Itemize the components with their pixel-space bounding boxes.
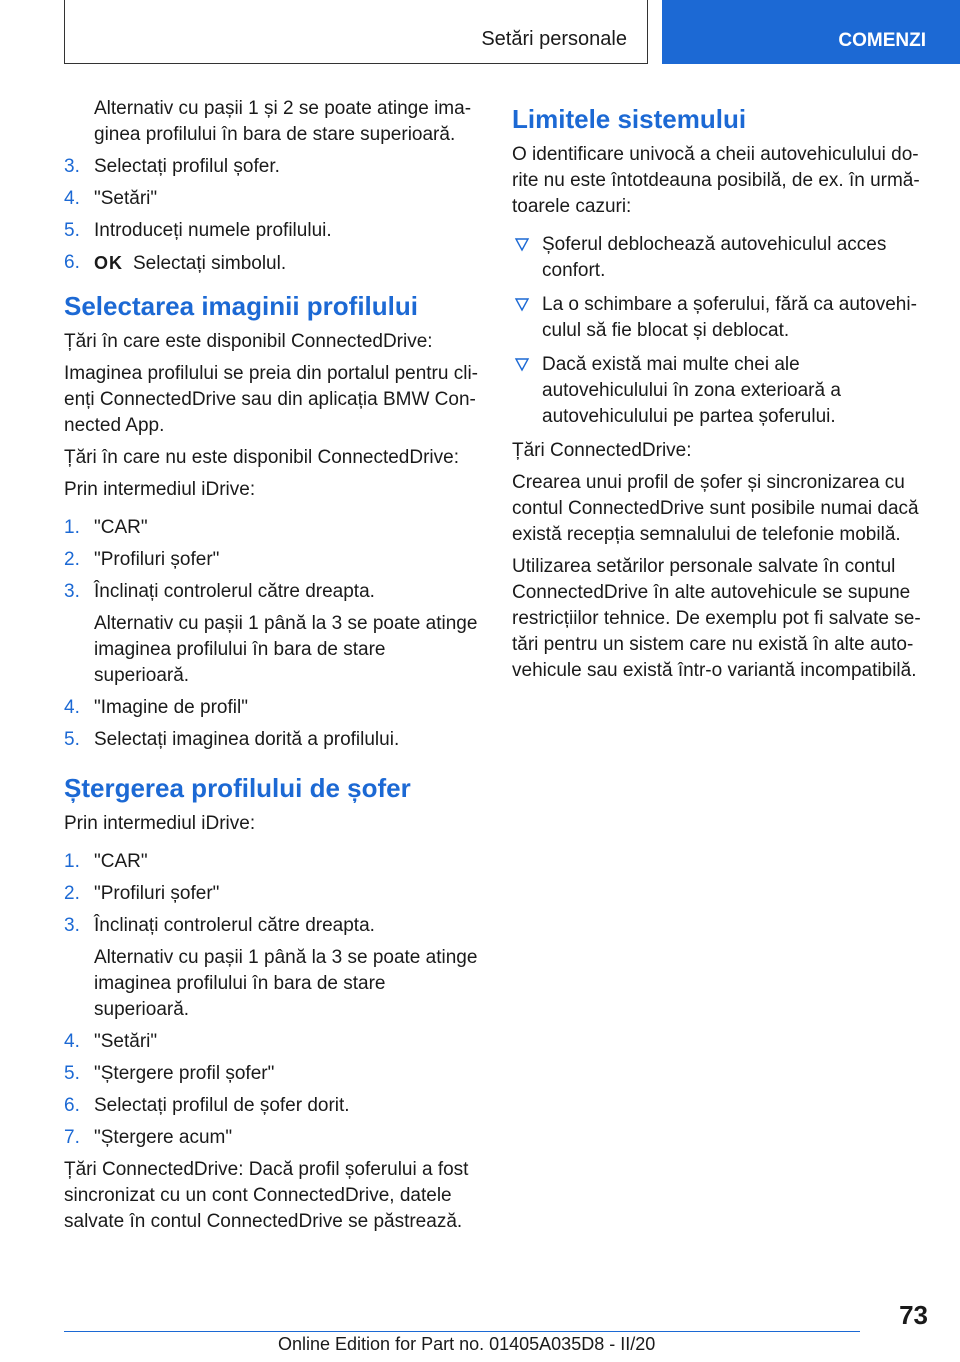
section-title-delete-profile: Ștergerea profilului de șofer bbox=[64, 773, 411, 803]
step-item bbox=[64, 579, 478, 605]
step-text: Înclinați controlerul către dreapta. bbox=[94, 915, 375, 936]
paragraph: Țări ConnectedDrive: Dacă profil șoferului a fost sincronizat cu un cont ConnectedDrive, datele salvate în contul ConnectedDrive se păstrează. bbox=[64, 1159, 469, 1232]
paragraph: Prin intermediul iDrive: bbox=[64, 479, 256, 500]
footer-divider bbox=[64, 1331, 860, 1332]
paragraph: O identificare univocă a cheii autovehiculului do‐rite nu este întotdeauna posibilă, de ex. în urmă‐toarele cazuri: bbox=[512, 144, 920, 217]
right-column bbox=[512, 96, 930, 690]
step-text: "Setări" bbox=[94, 1031, 158, 1052]
step-number: 3. bbox=[64, 915, 80, 936]
step-text: Înclinați controlerul către dreapta. bbox=[94, 581, 375, 602]
step-item bbox=[64, 1093, 478, 1119]
step-number: 1. bbox=[64, 851, 80, 872]
step-item bbox=[64, 547, 478, 573]
paragraph: Țări în care nu este disponibil ConnectedDrive: bbox=[64, 447, 459, 468]
section-title-system-limits: Limitele sistemului bbox=[512, 104, 747, 134]
step-text: "Profiluri șofer" bbox=[94, 883, 220, 904]
bullet-item bbox=[512, 232, 930, 284]
step-number: 5. bbox=[64, 220, 80, 241]
step-text: "Imagine de profil" bbox=[94, 697, 248, 718]
step-text: "Ștergere profil șofer" bbox=[94, 1063, 275, 1084]
step-number: 6. bbox=[64, 252, 80, 273]
step-note: Alternativ cu pașii 1 până la 3 se poate atinge imaginea profilului în bara de stare superioară. bbox=[94, 613, 478, 686]
paragraph: Prin intermediul iDrive: bbox=[64, 813, 256, 834]
step-number: 3. bbox=[64, 156, 80, 177]
step-item bbox=[64, 913, 478, 939]
step-text: "CAR" bbox=[94, 517, 148, 538]
step-text: Selectați profilul șofer. bbox=[94, 156, 280, 177]
left-column bbox=[64, 96, 478, 1241]
triangle-bullet-icon bbox=[514, 236, 530, 252]
header-section-title: Setări personale bbox=[481, 28, 627, 50]
step-text: Selectați simbolul. bbox=[133, 253, 287, 274]
step-number: 5. bbox=[64, 1063, 80, 1084]
step-text: "Profiluri șofer" bbox=[94, 549, 220, 570]
step-item bbox=[64, 881, 478, 907]
step-text: Selectați imaginea dorită a profilului. bbox=[94, 729, 400, 750]
paragraph: Țări ConnectedDrive: bbox=[512, 440, 692, 461]
header-chapter-tab bbox=[662, 0, 960, 64]
triangle-bullet-icon bbox=[514, 296, 530, 312]
step-text: Selectați profilul de șofer dorit. bbox=[94, 1095, 350, 1116]
step-text: "Setări" bbox=[94, 188, 158, 209]
step-number: 4. bbox=[64, 188, 80, 209]
triangle-bullet-icon bbox=[514, 356, 530, 372]
step-item bbox=[64, 1125, 478, 1151]
bullet-item bbox=[512, 292, 930, 344]
paragraph: Țări în care este disponibil ConnectedDrive: bbox=[64, 331, 433, 352]
step-number: 1. bbox=[64, 517, 80, 538]
step-item bbox=[64, 154, 478, 180]
step-number: 2. bbox=[64, 549, 80, 570]
step-number: 4. bbox=[64, 1031, 80, 1052]
bullet-text: Dacă există mai multe chei ale autovehiculului în zona exterioară a autovehiculului pe partea șoferului. bbox=[542, 354, 841, 427]
step-item bbox=[64, 849, 478, 875]
footer-edition: Online Edition for Part no. 01405A035D8 - II/20 bbox=[278, 1334, 656, 1354]
step-item bbox=[64, 515, 478, 541]
paragraph: Crearea unui profil de șofer și sincronizarea cu contul ConnectedDrive sunt posibile numai dacă există recepția semnalului de telefonie mobilă. bbox=[512, 472, 919, 545]
intro-continuation: Alternativ cu pașii 1 și 2 se poate atinge ima‐ginea profilului în bara de stare superioară. bbox=[94, 98, 472, 145]
step-item bbox=[64, 1061, 478, 1087]
bullet-item bbox=[512, 352, 930, 430]
header-section-box bbox=[64, 0, 648, 64]
step-number: 2. bbox=[64, 883, 80, 904]
step-number: 7. bbox=[64, 1127, 80, 1148]
step-item bbox=[64, 1029, 478, 1055]
step-number: 6. bbox=[64, 1095, 80, 1116]
step-number: 5. bbox=[64, 729, 80, 750]
paragraph: Imaginea profilului se preia din portalul pentru cli‐enți ConnectedDrive sau din aplicația BMW Con‐nected App. bbox=[64, 363, 479, 436]
paragraph: Utilizarea setărilor personale salvate în contul ConnectedDrive în alte autovehicule se supune restricțiilor tehnice. De exemplu pot fi salvate se‐tări pentru un sistem care nu există în alte auto‐vehicule sau există într-o variantă incompatibilă. bbox=[512, 556, 921, 681]
step-item bbox=[64, 218, 478, 244]
step-number: 3. bbox=[64, 581, 80, 602]
step-item bbox=[64, 250, 478, 277]
step-note: Alternativ cu pașii 1 până la 3 se poate atinge imaginea profilului în bara de stare superioară. bbox=[94, 947, 478, 1020]
step-number: 4. bbox=[64, 697, 80, 718]
page-number: 73 bbox=[899, 1300, 928, 1330]
step-text: Introduceți numele profilului. bbox=[94, 220, 332, 241]
header-chapter-title: COMENZI bbox=[838, 30, 926, 51]
section-title-profile-image: Selectarea imaginii profilului bbox=[64, 291, 418, 321]
step-item bbox=[64, 186, 478, 212]
step-item bbox=[64, 695, 478, 721]
step-text: "Ștergere acum" bbox=[94, 1127, 233, 1148]
step-text: "CAR" bbox=[94, 851, 148, 872]
bullet-text: Șoferul deblochează autovehiculul acces confort. bbox=[542, 234, 887, 281]
ok-icon: OK bbox=[94, 253, 123, 273]
step-item bbox=[64, 727, 478, 753]
bullet-text: La o schimbare a șoferului, fără ca autovehi‐culul să fie blocat și deblocat. bbox=[542, 294, 917, 341]
